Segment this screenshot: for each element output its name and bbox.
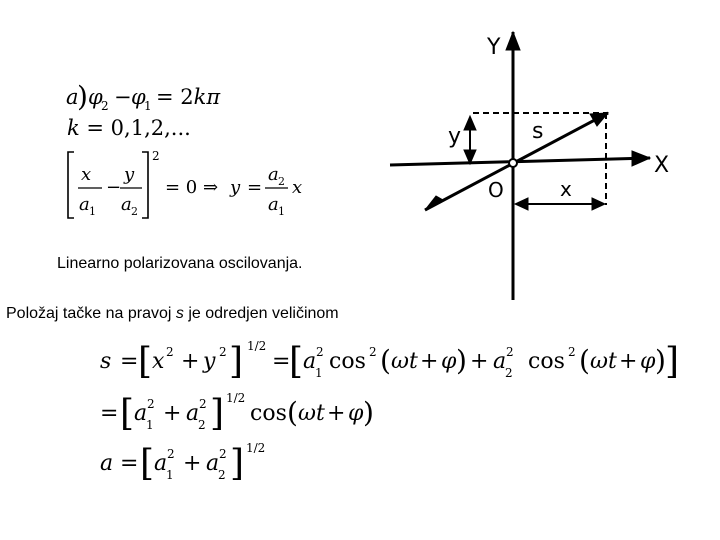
svg-text:= 0 ⇒: = 0 ⇒ (165, 177, 219, 198)
equations-bottom (100, 339, 679, 484)
svg-text:ωt: ωt (590, 349, 617, 374)
svg-text:]: ] (229, 341, 244, 382)
svg-text:ωt: ωt (298, 401, 325, 426)
svg-text:φ: φ (348, 401, 364, 426)
svg-text:): ) (77, 80, 88, 113)
origin-label: O (488, 178, 504, 202)
equation-line-relation (68, 149, 302, 218)
equation-s-definition (100, 339, 679, 382)
svg-text:x: x (292, 177, 303, 198)
svg-text:cos: cos (250, 401, 287, 426)
svg-text:=: = (272, 349, 291, 374)
svg-text:= 2kπ: = 2kπ (156, 85, 221, 109)
svg-text:a: a (206, 451, 220, 476)
svg-text:+: + (470, 349, 489, 374)
svg-text:y: y (203, 349, 216, 374)
svg-text:(: ( (380, 344, 391, 377)
svg-text:2: 2 (219, 345, 227, 359)
x-axis-label: X (654, 153, 670, 178)
equation-amplitude-a (100, 441, 265, 484)
svg-text:+: + (420, 349, 439, 374)
caption-position-description (6, 305, 339, 323)
svg-text:a: a (303, 349, 317, 374)
svg-text:): ) (456, 344, 467, 377)
svg-text:a: a (268, 164, 279, 185)
svg-text:+: + (327, 401, 346, 426)
svg-text:2: 2 (316, 345, 324, 359)
svg-text:]: ] (210, 393, 225, 434)
svg-text:(: ( (579, 344, 590, 377)
svg-text:2: 2 (147, 397, 155, 411)
svg-text:2: 2 (278, 175, 285, 188)
y-axis-arrow (506, 32, 520, 50)
svg-text:−: − (114, 85, 132, 109)
svg-text:2: 2 (568, 345, 576, 359)
x-label: x (560, 177, 572, 201)
svg-text:2: 2 (131, 205, 138, 218)
x-axis-arrow (632, 151, 650, 166)
caption-text-after: je odredjen veličinom (183, 305, 339, 322)
svg-text:a: a (493, 349, 507, 374)
svg-text:φ: φ (88, 85, 103, 109)
svg-text:2: 2 (505, 366, 513, 380)
svg-text:=: = (120, 451, 139, 476)
svg-text:=: = (100, 401, 119, 426)
svg-text:a: a (268, 194, 279, 215)
svg-text:1: 1 (146, 418, 154, 432)
svg-text:2: 2 (506, 345, 514, 359)
svg-text:]: ] (665, 341, 680, 382)
svg-text:(: ( (287, 396, 298, 429)
svg-text:1/2: 1/2 (247, 339, 267, 353)
svg-text:k = 0,1,2,...: k = 0,1,2,... (67, 116, 191, 140)
svg-text:2: 2 (369, 345, 377, 359)
oscillation-diagram (390, 32, 650, 300)
svg-text:=: = (120, 349, 139, 374)
svg-text:[: [ (140, 443, 155, 484)
svg-text:1: 1 (278, 205, 285, 218)
svg-text:[: [ (120, 393, 135, 434)
svg-text:φ: φ (640, 349, 656, 374)
svg-text:x: x (152, 349, 165, 374)
svg-text:1: 1 (315, 366, 323, 380)
svg-text:φ: φ (441, 349, 457, 374)
svg-text:=: = (247, 177, 263, 198)
svg-text:cos: cos (528, 349, 565, 374)
svg-text:+: + (619, 349, 638, 374)
origin-point (509, 159, 517, 167)
svg-text:2: 2 (167, 447, 175, 461)
svg-text:+: + (163, 401, 182, 426)
svg-text:y: y (124, 164, 135, 185)
svg-text:φ: φ (131, 85, 146, 109)
y-axis-label: Y (487, 35, 501, 60)
equation-s-amplitude (100, 391, 374, 434)
svg-text:): ) (655, 344, 666, 377)
svg-text:1: 1 (89, 205, 96, 218)
svg-text:2: 2 (166, 345, 174, 359)
svg-text:1: 1 (144, 99, 152, 113)
equation-k-values (67, 116, 191, 140)
svg-text:a: a (154, 451, 168, 476)
svg-text:cos: cos (329, 349, 366, 374)
caption-variable-s: s (175, 305, 184, 322)
svg-text:+: + (181, 349, 200, 374)
svg-text:a: a (100, 451, 114, 476)
svg-text:2: 2 (219, 447, 227, 461)
svg-text:y: y (230, 177, 241, 198)
svg-text:a: a (186, 401, 200, 426)
svg-text:2: 2 (198, 418, 206, 432)
svg-text:2: 2 (199, 397, 207, 411)
svg-text:x: x (81, 164, 92, 185)
svg-text:−: − (106, 177, 122, 198)
svg-text:s: s (100, 349, 112, 374)
y-label: y (448, 124, 462, 149)
caption-linear-polarization: Linearno polarizovana oscilovanja. (57, 255, 303, 272)
svg-text:a: a (121, 194, 132, 215)
svg-text:1/2: 1/2 (246, 441, 266, 455)
svg-text:1: 1 (166, 468, 174, 482)
svg-text:2: 2 (218, 468, 226, 482)
svg-text:2: 2 (152, 149, 160, 163)
svg-text:): ) (363, 396, 374, 429)
svg-text:]: ] (230, 443, 245, 484)
caption-text-before: Položaj tačke na pravoj (6, 305, 176, 322)
svg-text:2: 2 (101, 99, 109, 113)
svg-text:[: [ (138, 341, 153, 382)
s-label: s (532, 119, 544, 144)
svg-text:a: a (66, 85, 79, 109)
svg-text:+: + (183, 451, 202, 476)
svg-text:a: a (134, 401, 148, 426)
equation-phase-difference (66, 80, 221, 113)
svg-text:[: [ (289, 341, 304, 382)
svg-text:ωt: ωt (391, 349, 418, 374)
svg-text:a: a (79, 194, 90, 215)
svg-text:1/2: 1/2 (226, 391, 246, 405)
